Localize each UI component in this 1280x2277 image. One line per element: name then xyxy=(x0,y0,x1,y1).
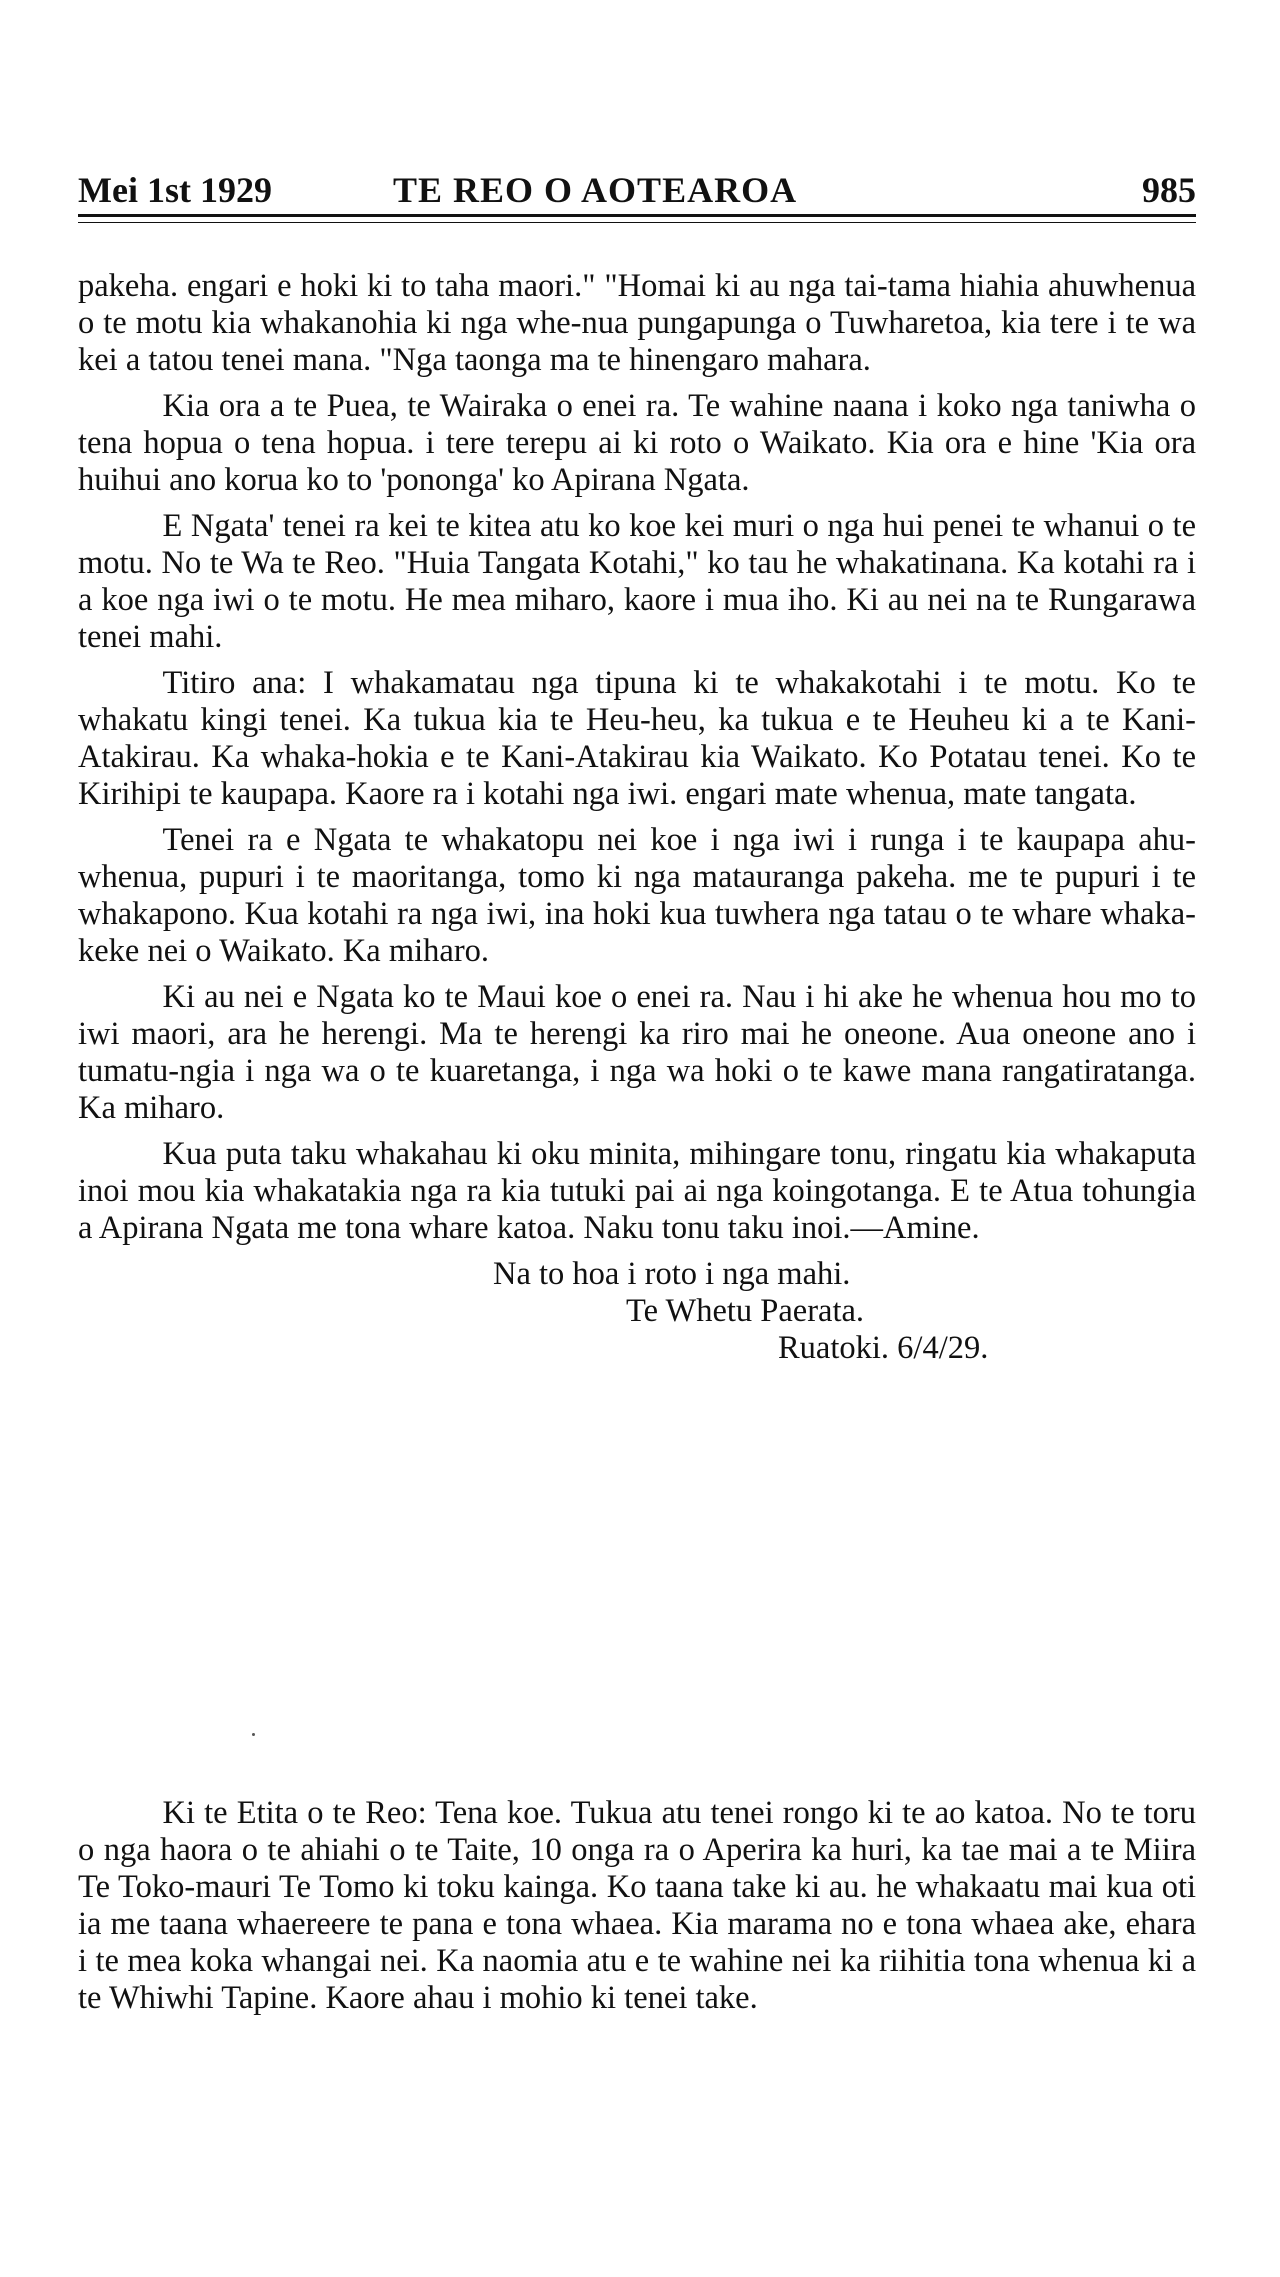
article-body xyxy=(78,268,1196,1367)
paragraph: Kia ora a te Puea, te Wairaka o enei ra. Te wahine naana i koko nga taniwha o tena hopua o tena hopua. i tere terepu ai ki roto o Waikato. Kia ora e hine 'Kia ora huihui ano korua ko to 'pononga' ko Apirana Ngata. xyxy=(78,388,1196,498)
signoff xyxy=(78,1256,1196,1367)
page-number: 985 xyxy=(1142,170,1196,210)
header-rule-thin xyxy=(78,222,1196,223)
paragraph: pakeha. engari e hoki ki to taha maori." "Homai ki au nga tai-tama hiahia ahuwhenua o te motu kia whakanohia ki nga whe-nua pungapunga o Tuwharetoa, kia tere i te wa kei a tatou tenei mana. "Nga taonga ma te hinengaro mahara. xyxy=(78,268,1196,378)
letter-to-editor xyxy=(78,1795,1196,2017)
paragraph: Tenei ra e Ngata te whakatopu nei koe i nga iwi i runga i te kaupapa ahu-whenua, pupuri i te maoritanga, tomo ki nga matauranga pakeha. me te pupuri i te whakapono. Kua kotahi ra nga iwi, ina hoki kua tuwhera nga tatau o te whare whaka-keke nei o Waikato. Ka miharo. xyxy=(78,822,1196,969)
signoff-place-date: Ruatoki. 6/4/29. xyxy=(778,1330,989,1366)
publication-title: TE REO O AOTEAROA xyxy=(393,170,798,210)
signoff-author: Te Whetu Paerata. xyxy=(626,1293,865,1329)
paragraph: E Ngata' tenei ra kei te kitea atu ko koe kei muri o nga hui penei te whanui o te motu. No te Wa te Reo. "Huia Tangata Kotahi," ko tau he whakatinana. Ka kotahi ra i a koe nga iwi o te motu. He mea miharo, kaore i mua iho. Ki au nei na te Rungarawa tenei mahi. xyxy=(78,508,1196,655)
paragraph: Ki au nei e Ngata ko te Maui koe o enei ra. Nau i hi ake he whenua hou mo to iwi maori, ara he herengi. Ma te herengi ka riro mai he oneone. Aua oneone ano i tumatu-ngia i nga wa o te kuaretanga, i nga wa hoki o te kawe mana rangatiratanga. Ka miharo. xyxy=(78,979,1196,1126)
paragraph: Ki te Etita o te Reo: Tena koe. Tukua atu tenei rongo ki te ao katoa. No te toru o nga haora o te ahiahi o te Taite, 10 onga ra o Aperira ka huri, ka tae mai a te Miira Te Toko-mauri Te Tomo ki toku kainga. Ko taana take ki au. he whakaatu mai kua oti ia me taana whaereere te pana e tona whaea. Kia marama no e tona whaea ake, ehara i te mea koka whangai nei. Ka naomia atu e te wahine nei ka riihitia tona whenua ki a te Whiwhi Tapine. Kaore ahau i mohio ki tenei take. xyxy=(78,1795,1196,2016)
signoff-line: Na to hoa i roto i nga mahi. xyxy=(493,1256,851,1292)
header-date: Mei 1st 1929 xyxy=(78,170,272,210)
paragraph: Titiro ana: I whakamatau nga tipuna ki te whakakotahi i te motu. Ko te whakatu kingi tenei. Ka tukua kia te Heu-heu, ka tukua e te Heuheu ki a te Kani-Atakirau. Ka whaka-hokia e te Kani-Atakirau kia Waikato. Ko Potatau tenei. Ko te Kirihipi te kaupapa. Kaore ra i kotahi nga iwi. engari mate whenua, mate tangata. xyxy=(78,665,1196,812)
page-header xyxy=(78,168,1196,212)
header-rule-thick xyxy=(78,214,1196,217)
paragraph: Kua puta taku whakahau ki oku minita, mihingare tonu, ringatu kia whakaputa inoi mou kia whakatakia nga ra kia tutuki pai ai nga koingotanga. E te Atua tohungia a Apirana Ngata me tona whare katoa. Naku tonu taku inoi.—Amine. xyxy=(78,1136,1196,1246)
print-speck xyxy=(252,1733,255,1736)
